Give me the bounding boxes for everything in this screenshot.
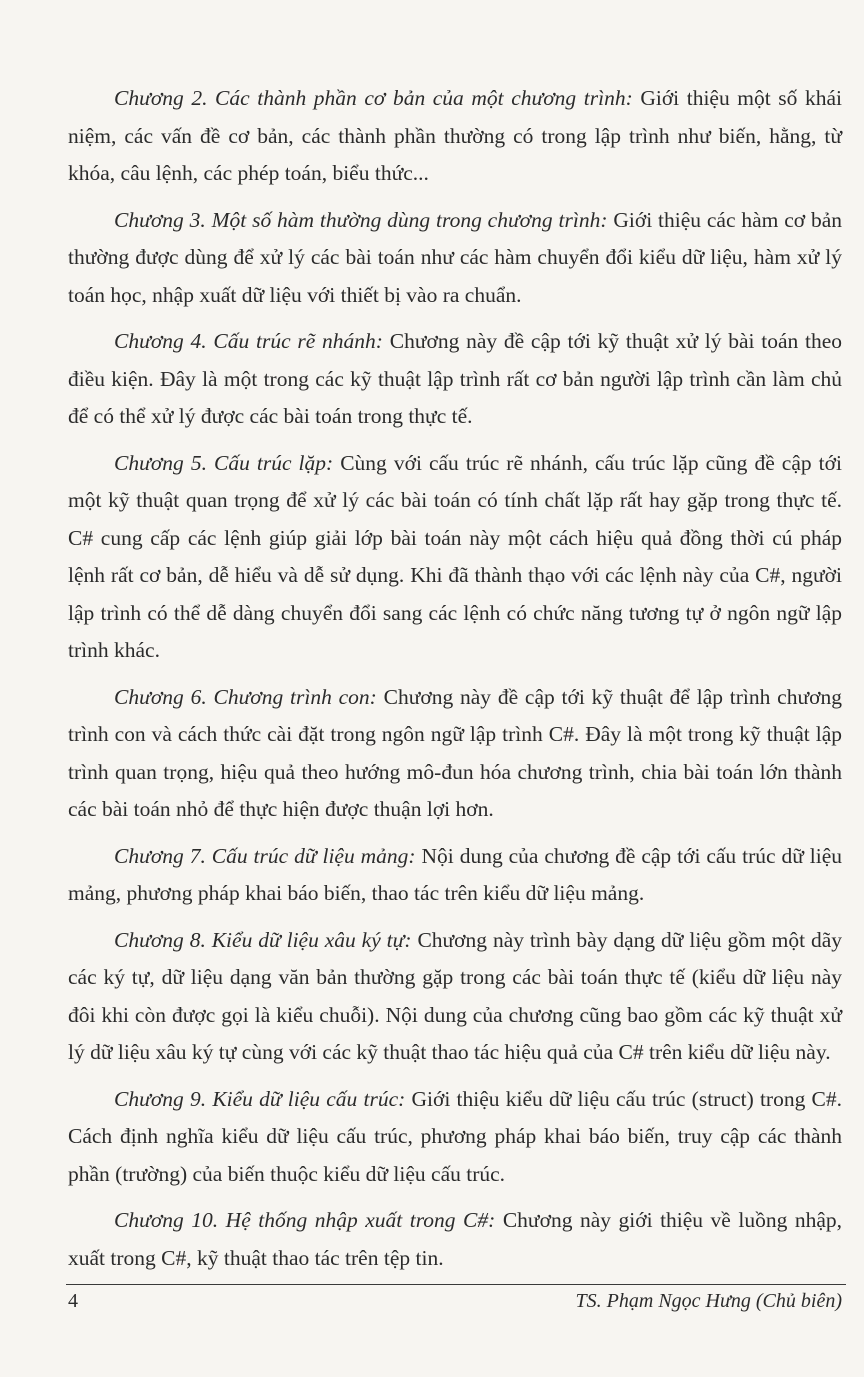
chapter-body: Nội dung của chương đề cập tới cấu trúc dữ liệu mảng, phương pháp khai báo biến, thao tác trên kiểu dữ liệu mảng. bbox=[68, 843, 843, 905]
page-number: 4 bbox=[68, 1290, 78, 1312]
author-credit: TS. Phạm Ngọc Hưng (Chủ biên) bbox=[575, 1290, 842, 1312]
chapter-title: Chương 5. Cấu trúc lặp: bbox=[114, 450, 334, 475]
chapter-summary-2 bbox=[68, 80, 842, 193]
chapter-title: Chương 2. Các thành phần cơ bản của một chương trình: bbox=[114, 86, 633, 110]
chapter-summary-5 bbox=[68, 445, 842, 670]
chapter-title: Chương 9. Kiểu dữ liệu cấu trúc: bbox=[114, 1086, 406, 1111]
chapter-summary-7 bbox=[68, 838, 842, 913]
chapter-body: Giới thiệu các hàm cơ bản thường được dùng để xử lý các bài toán như các hàm chuyển đổi kiểu dữ liệu, hàm xử lý toán học, nhập xuất dữ liệu với thiết bị vào ra chuẩn. bbox=[68, 207, 842, 307]
chapter-body: Chương này trình bày dạng dữ liệu gồm một dãy các ký tự, dữ liệu dạng văn bản thường gặp trong các bài toán thực tế (kiểu dữ liệu này đôi khi còn được gọi là kiểu chuỗi). Nội dung của chương cũng bao gồm các kỹ thuật xử lý dữ liệu xâu ký tự cùng với các kỹ thuật thao tác hiệu quả của C# trên kiểu dữ liệu này. bbox=[68, 927, 842, 1064]
chapter-body: Chương này đề cập tới kỹ thuật xử lý bài toán theo điều kiện. Đây là một trong các kỹ thuật lập trình rất cơ bản người lập trình cần làm chủ để có thể xử lý được các bài toán trong thực tế. bbox=[68, 329, 843, 428]
chapter-summary-4 bbox=[68, 323, 842, 436]
chapter-body: Chương này giới thiệu về luồng nhập, xuất trong C#, kỹ thuật thao tác trên tệp tin. bbox=[68, 1208, 842, 1270]
chapter-title: Chương 3. Một số hàm thường dùng trong chương trình: bbox=[114, 207, 608, 232]
chapter-body: Giới thiệu kiểu dữ liệu cấu trúc (struct) trong C#. Cách định nghĩa kiểu dữ liệu cấu trúc, phương pháp khai báo biến, truy cập các thành phần (trường) của biến thuộc kiểu dữ liệu cấu trúc. bbox=[68, 1086, 843, 1186]
chapter-title: Chương 6. Chương trình con: bbox=[114, 684, 377, 709]
chapter-summary-9 bbox=[68, 1081, 842, 1194]
chapter-title: Chương 4. Cấu trúc rẽ nhánh: bbox=[114, 329, 383, 353]
chapter-title: Chương 8. Kiểu dữ liệu xâu ký tự: bbox=[114, 927, 412, 952]
chapter-body: Chương này đề cập tới kỹ thuật để lập trình chương trình con và cách thức cài đặt trong ngôn ngữ lập trình C#. Đây là một trong kỹ thuật lập trình quan trọng, hiệu quả theo hướng mô-đun hóa chương trình, chia bài toán lớn thành các bài toán nhỏ để thực hiện được thuận lợi hơn. bbox=[68, 684, 842, 821]
chapter-title: Chương 10. Hệ thống nhập xuất trong C#: bbox=[114, 1208, 496, 1232]
chapter-list bbox=[68, 80, 842, 1277]
page-footer bbox=[68, 1290, 842, 1322]
chapter-summary-10 bbox=[68, 1202, 842, 1277]
chapter-body: Cùng với cấu trúc rẽ nhánh, cấu trúc lặp cũng đề cập tới một kỹ thuật quan trọng để xử lý các bài toán có tính chất lặp rất hay gặp trong thực tế. C# cung cấp các lệnh giúp giải lớp bài toán này một cách hiệu quả đồng thời cú pháp lệnh rất cơ bản, dễ hiểu và dễ sử dụng. Khi đã thành thạo với các lệnh này của C#, người lập trình có thể dễ dàng chuyển đổi sang các lệnh có chức năng tương tự ở ngôn ngữ lập trình khác. bbox=[68, 450, 842, 662]
chapter-summary-8 bbox=[68, 922, 842, 1072]
footer-divider bbox=[66, 1284, 846, 1285]
chapter-summary-3 bbox=[68, 202, 842, 315]
chapter-summary-6 bbox=[68, 679, 842, 829]
chapter-title: Chương 7. Cấu trúc dữ liệu mảng: bbox=[114, 843, 416, 868]
chapter-body: Giới thiệu một số khái niệm, các vấn đề cơ bản, các thành phần thường có trong lập trình như biến, hằng, từ khóa, câu lệnh, các phép toán, biểu thức... bbox=[68, 86, 842, 185]
